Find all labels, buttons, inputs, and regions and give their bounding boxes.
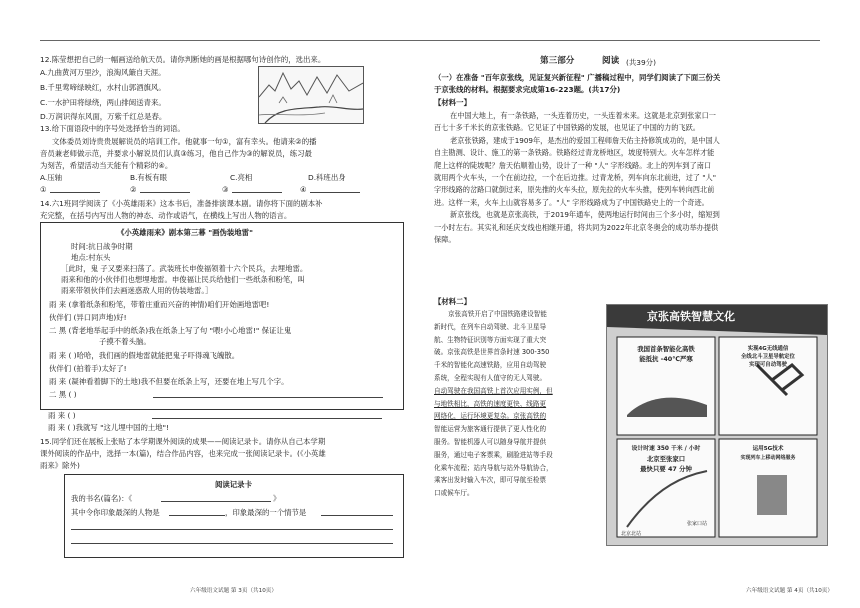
scene-line-3: 雨来带领伙伴们去画迷惑敌人用的伪装地雷。］ bbox=[61, 286, 213, 295]
q13-blank-3[interactable] bbox=[232, 192, 282, 193]
reading-card-title: 阅读记录卡 bbox=[215, 480, 252, 489]
scene-line-2: 雨来和他的小伙伴们也想埋地雷。申俊福让民兵给他们一些纸条和粉笔，叫 bbox=[61, 275, 305, 284]
m2-line-3: 航、生物特征识别等方面实现了重大突 bbox=[434, 335, 547, 344]
dialogue-6: 雨 来 (凝神看着脚下的土地)我不但要在纸条上写，还要在地上写几个字。 bbox=[49, 377, 289, 386]
q14-stem-1: 14.六1班同学阅读了《小英雄雨来》这本书后，准备排演课本剧。请你将下面的剧本补 bbox=[40, 199, 323, 208]
m1-line-3: 老京张铁路，建成于1909年，是杰出的爱国工程师詹天佑主持修筑成功的，是中国人 bbox=[450, 135, 720, 145]
q13-line-1: 文体委员刘诗贵贵展解说员的培训工作。他就事一句①，富有幸头。他请来②的播 bbox=[52, 137, 317, 146]
card-book-label: 我的书名(篇名)：《 bbox=[71, 494, 133, 503]
poster-panel-3-line-2: 北京至张家口 bbox=[646, 455, 686, 463]
part-score: (共39分) bbox=[626, 58, 656, 67]
dialogue-3: 二 黑 (背老地举起手中的纸条)我在纸条上写了句 "喂!小心地雷!" 保证让鬼 bbox=[49, 326, 292, 335]
script-title: 《小英雄雨来》剧本第三幕 "画伪装地雷" bbox=[117, 228, 253, 237]
card-answer-line-1[interactable] bbox=[71, 529, 393, 530]
section-1-intro-2: 于京张线的材料。根据要求完成第16-223题。(共17分) bbox=[434, 85, 621, 94]
q12-option-b: B.千里莺啼绿映红，水村山郭酒旗风。 bbox=[40, 83, 166, 92]
script-place: 地点:村东头 bbox=[71, 253, 111, 262]
poster-title: 京张高铁智慧文化 bbox=[647, 310, 735, 323]
m1-line-10: 一小时左右。其实礼和延庆支线也相继开通，将共同为2022年北京冬奥会的成功举办提供 bbox=[434, 222, 719, 232]
material-2-text bbox=[434, 308, 600, 500]
material-1-label: 【材料一】 bbox=[434, 98, 471, 107]
dialogue-9[interactable]: 雨 来 ( )我就写 "这儿埋中国的土地"! bbox=[48, 423, 170, 432]
m2-line-8: 与地铁相比，高铁的速度更快、线路更 bbox=[434, 399, 547, 408]
q13-option-b: B.有板有眼 bbox=[130, 173, 167, 182]
m1-line-6: 就用两个火车头，一个在前边拉，一个在后边推。过青龙桥，列车向东北前进，过了 "人" bbox=[434, 173, 717, 183]
m1-line-1: 在中国大地上，有一条铁路，一头连着历史，一头连着未来。这就是北京到张家口一 bbox=[450, 111, 716, 120]
q12-option-a: A.九曲黄河万里沙，浪淘风簸自天涯。 bbox=[40, 68, 166, 77]
scene-line-1: ［此时，鬼 子又要来扫荡了。武装班长申俊福领着十六个民兵，去埋地雷。 bbox=[61, 264, 308, 273]
jingzhang-poster-image bbox=[606, 304, 828, 546]
part-title: 第三部分 bbox=[540, 56, 575, 66]
dialogue-1: 雨 来 (拿着纸条和粉笔，带着庄重而兴奋的神情)咱们开始画地雷吧! bbox=[49, 300, 270, 309]
q13-blank-4[interactable] bbox=[310, 192, 360, 193]
m2-line-10: 智能运营为旅客通行提供了更人性化的 bbox=[434, 425, 547, 434]
card-book-input[interactable] bbox=[161, 501, 271, 502]
q13-blank-1-label: ① bbox=[40, 185, 47, 194]
dialogue-5: 伙伴们 (拍着手)太好了! bbox=[49, 364, 127, 373]
card-character-input[interactable] bbox=[169, 515, 225, 516]
m2-line-14: 乘客出发时输入车次，即可导航至检票 bbox=[434, 476, 547, 485]
dialogue-8[interactable]: 雨 来 ( ) bbox=[48, 411, 76, 420]
m2-line-12: 服务，通过电子客票乘，刷脸进站等手段 bbox=[434, 450, 553, 459]
poster-panel-2-line-2: 全线北斗卫星导航定位 bbox=[741, 354, 795, 360]
q13-option-a: A.压轴 bbox=[40, 173, 63, 182]
poster-panel-3-line-3: 最快只要 47 分钟 bbox=[640, 465, 692, 473]
landscape-sketch-image bbox=[258, 66, 364, 124]
q15-stem-1: 15.同学们还在展板上张贴了本学期课外阅读的成果——阅读记录卡。请你从自己本学期 bbox=[40, 437, 326, 446]
poster-panel-2-line-1: 实现4G无线通信 bbox=[747, 346, 789, 352]
q13-blank-1[interactable] bbox=[50, 192, 100, 193]
m2-line-11: 服务。智能机器人可以随身导航并提供 bbox=[434, 437, 547, 446]
q15-stem-2: 课外阅读的作品中，选择一本(篇)，结合作品内容，也来完成一张阅读记录卡。(《小英雄 bbox=[40, 449, 326, 458]
section-1-intro-1: （一）在准备 "百年京张线，见证复兴新征程" 广播稿过程中，同学们阅读了下面三份关 bbox=[434, 73, 721, 82]
q13-blank-2-label: ② bbox=[130, 185, 137, 194]
m2-line-1: 京张高铁开启了中国铁路建设智能 bbox=[448, 310, 547, 318]
poster-panel-4-line-1: 运用5G技术 bbox=[752, 446, 784, 452]
dialogue-7-answer-line[interactable] bbox=[153, 397, 383, 398]
m2-line-15: 口或候车厅。 bbox=[434, 489, 474, 498]
q13-blank-2[interactable] bbox=[140, 192, 190, 193]
q12-option-d: D.万润识得东风面，万紫千红总是春。 bbox=[40, 112, 167, 121]
m2-line-2: 新时代，在列车自动驾驶、北斗卫星导 bbox=[434, 322, 547, 331]
q12-stem: 12.陈莹想把自己的一幅画送给航天员。请你判断她的画是根据哪句诗创作的，选出来。 bbox=[40, 55, 326, 64]
dialogue-4[interactable]: 雨 来 ( )哈哈，我们画的假地雷就能把鬼子吓得魂飞魄散。 bbox=[49, 351, 240, 360]
poster-panel-4-line-2: 实现列车上移动网络服务 bbox=[740, 455, 796, 461]
m1-line-2: 百七十多千米长的京张铁路。它见证了中国铁路的发展，也见证了中国的力的飞跃。 bbox=[434, 123, 700, 133]
right-footer: 六年级语文试题 第 4页（共10页） bbox=[746, 588, 833, 594]
script-time: 时间:抗日战争时期 bbox=[71, 242, 133, 251]
material-1-text bbox=[434, 110, 824, 246]
m1-line-4: 自主勘测、设计、施工的第一条铁路。铁路经过青龙桥地区，坡度特别大。火车怎样才能 bbox=[434, 148, 715, 158]
m2-line-7: 自动驾驶在我国高铁上首次应用实例，但 bbox=[434, 386, 553, 395]
poster-panel-2-line-3: 实现可自动驾驶 bbox=[749, 362, 787, 368]
poster-panel-3-line-1: 设计时速 350 千米 / 小时 bbox=[631, 446, 701, 452]
m1-line-7: 字形线路的岔路口就倒过来，原先推的火车头拉，原先拉的火车头推，使列车转向西北前 bbox=[434, 185, 715, 195]
dialogue-3-cont: 子摸不着头脑。 bbox=[99, 337, 151, 346]
part-name: 阅读 bbox=[602, 56, 620, 66]
m2-line-6: 系统，全程实现有人值守的无人驾驶。 bbox=[434, 373, 547, 382]
dialogue-7[interactable]: 二 黑 ( ) bbox=[49, 390, 77, 399]
m2-line-9: 网络化，运行环境更复杂。京张高铁的 bbox=[434, 412, 547, 421]
poster-map-start: 北京北站 bbox=[621, 531, 642, 537]
q13-line-3: 为刻苦，希望活动当天能有个精彩的④。 bbox=[40, 161, 173, 170]
q13-blank-4-label: ④ bbox=[300, 185, 307, 194]
q13-blank-3-label: ③ bbox=[222, 185, 229, 194]
m1-line-8: 进。这样一来，火车上山就容易多了。"人" 字形线路成为了中国铁路史上的一个奇迹。 bbox=[434, 197, 709, 207]
dialogue-2: 伙伴们 (异口同声地)好! bbox=[49, 313, 127, 322]
right-page bbox=[430, 0, 860, 608]
card-book-end: 》 bbox=[273, 494, 281, 503]
script-box bbox=[40, 222, 404, 410]
m1-line-11: 保障。 bbox=[434, 235, 456, 245]
m1-line-5: 爬上这样的陡坡呢？詹天佑顺着山势，设计了一种 "人" 字形线路。北上的列车到了南口 bbox=[434, 160, 712, 170]
m1-line-9: 新京张线，也就是京张高铁，于2019年通车，使两地运行时间由三个多小时，缩短到 bbox=[450, 210, 720, 220]
card-character-label: 其中令你印象最深的人物是 bbox=[71, 508, 160, 517]
m2-line-5: 千米的智能化高速铁路，应用自动驾驶 bbox=[434, 361, 547, 370]
q13-stem: 13.给下面语段中的序号处选择恰当的词语。 bbox=[40, 124, 185, 133]
q13-line-2: 音员兼老师做示范，并要求小解说员们认真③练习，他自己作为③的解说员，练习最 bbox=[40, 149, 312, 158]
q14-stem-2: 充完整，在括号内写出人物的神态、动作或语气，在横线上写出人物的语言。 bbox=[40, 211, 292, 220]
card-answer-line-2[interactable] bbox=[71, 543, 393, 544]
poster-background bbox=[607, 305, 827, 545]
m2-line-4: 破。京张高铁是世界首条时速 300-350 bbox=[434, 348, 550, 357]
card-plot-input[interactable] bbox=[321, 515, 393, 516]
card-plot-label: ，印象最深的一个情节是 bbox=[225, 508, 307, 517]
q13-option-d: D.科班出身 bbox=[308, 173, 346, 182]
poster-panel-1-line-1: 我国首条智能化高铁 bbox=[637, 345, 695, 353]
q13-option-c: C.亮相 bbox=[230, 173, 253, 182]
poster-panel-1-line-2: 能抵抗 -40℃严寒 bbox=[639, 355, 693, 363]
q12-option-c: C.一水护田将绿绕，两山排闼送青来。 bbox=[40, 98, 166, 107]
material-2-label: 【材料二】 bbox=[434, 297, 471, 306]
mountain-river-illustration bbox=[259, 67, 363, 123]
dialogue-8-answer-line[interactable] bbox=[152, 418, 382, 419]
left-footer: 六年级语文试题 第 3页（共10页） bbox=[190, 588, 277, 594]
m2-line-13: 化乘车流程；站内导航与站外导航协合， bbox=[434, 463, 553, 472]
poster-map-end: 张家口站 bbox=[687, 521, 708, 527]
reading-card bbox=[64, 474, 404, 558]
q15-stem-3: 雨来》除外) bbox=[40, 461, 80, 470]
